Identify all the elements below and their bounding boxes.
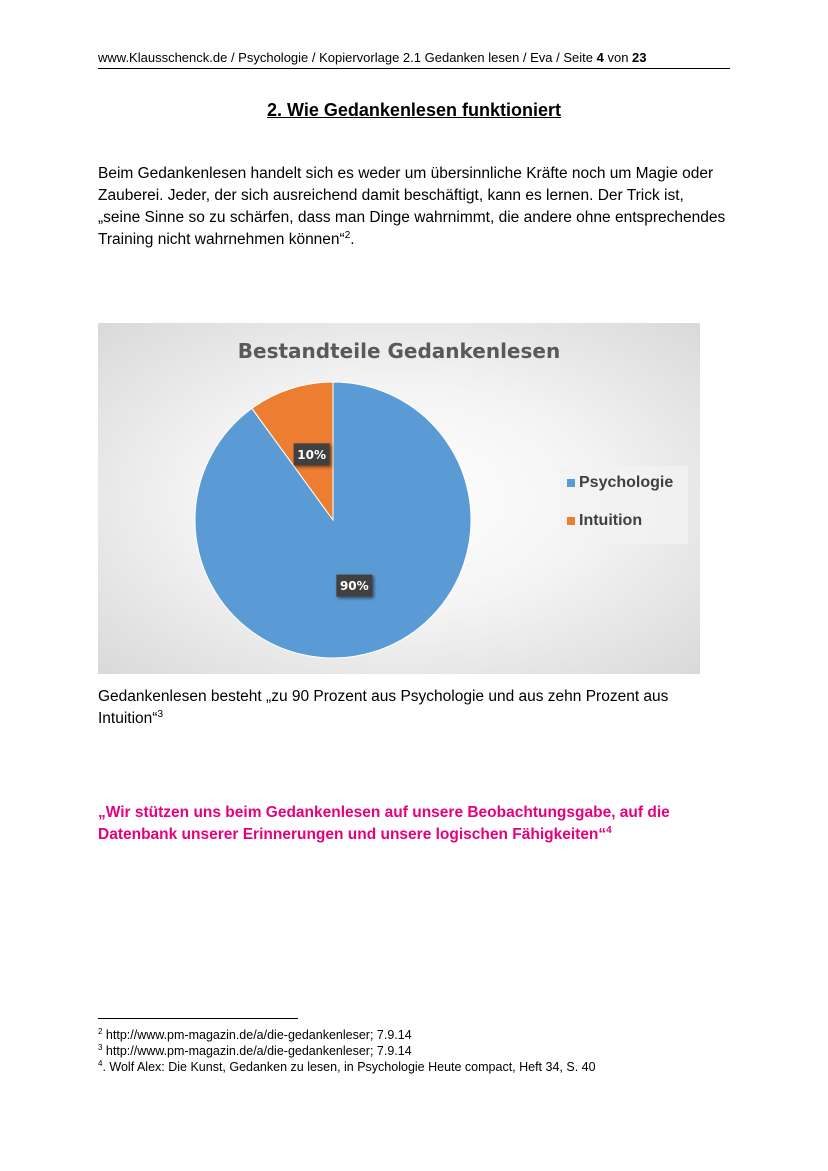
chart-caption-paragraph	[98, 686, 730, 730]
legend-item-psychologie	[567, 474, 673, 491]
intro-end: .	[350, 231, 355, 248]
svg-text:Intuition: Intuition	[579, 512, 643, 529]
svg-text:90%: 90%	[339, 579, 369, 594]
legend-item-intuition	[567, 512, 642, 529]
footnote-text: http://www.pm-magazin.de/a/die-gedankenleser; 7.9.14	[102, 1028, 412, 1042]
header-page-total: 23	[632, 50, 647, 65]
header-text-mid: von	[603, 50, 633, 65]
pie-chart-svg	[98, 323, 700, 674]
chart-title: Bestandteile Gedankenlesen	[237, 339, 561, 363]
highlight-quote	[98, 802, 738, 846]
footnote-item	[98, 1043, 738, 1059]
footnote-text: http://www.pm-magazin.de/a/die-gedankenleser; 7.9.14	[102, 1044, 412, 1058]
footnote-separator	[98, 1018, 298, 1019]
footnotes	[98, 1027, 738, 1075]
data-label-psychologie	[336, 575, 372, 597]
chart-caption-text: Gedankenlesen besteht „zu 90 Prozent aus Psychologie und aus zehn Prozent aus Intuition“	[98, 688, 669, 727]
chart-caption-footnote-ref: 3	[157, 708, 164, 720]
header-text: www.Klausschenck.de / Psychologie / Kopiervorlage 2.1 Gedanken lesen / Eva / Seite	[98, 50, 597, 65]
footnote-number: 3	[98, 1042, 103, 1052]
quote-text: „Wir stützen uns beim Gedankenlesen auf unsere Beobachtungsgabe, auf die Datenbank unserer Erinnerungen und unsere logischen Fähigkeiten“	[98, 804, 670, 843]
footnote-number: 4	[98, 1058, 103, 1068]
intro-footnote-ref: 2	[344, 229, 351, 241]
pie-chart	[98, 323, 700, 674]
page-header	[98, 50, 730, 69]
footnote-item	[98, 1059, 738, 1075]
svg-text:Psychologie: Psychologie	[579, 474, 674, 491]
footnote-text: . Wolf Alex: Die Kunst, Gedanken zu lesen, in Psychologie Heute compact, Heft 34, S. 40	[102, 1060, 596, 1074]
quote-footnote-ref: 4	[606, 824, 612, 836]
svg-text:10%: 10%	[297, 447, 327, 462]
intro-paragraph	[98, 163, 730, 251]
data-label-intuition	[294, 443, 330, 465]
section-heading: 2. Wie Gedankenlesen funktioniert	[267, 100, 561, 120]
intro-text: Beim Gedankenlesen handelt sich es weder um übersinnliche Kräfte noch um Magie oder Zauberei. Jeder, der sich ausreichend damit beschäftigt, kann es lernen. Der Trick ist, „seine Sinne so zu schärfen, dass man Dinge wahrnimmt, die andere ohne entsprechendes Training nicht wahrnehmen können“	[98, 165, 726, 248]
header-page-number: 4	[596, 50, 604, 65]
footnote-number: 2	[98, 1026, 103, 1036]
pie-slices	[195, 382, 471, 658]
footnote-item	[98, 1027, 738, 1043]
